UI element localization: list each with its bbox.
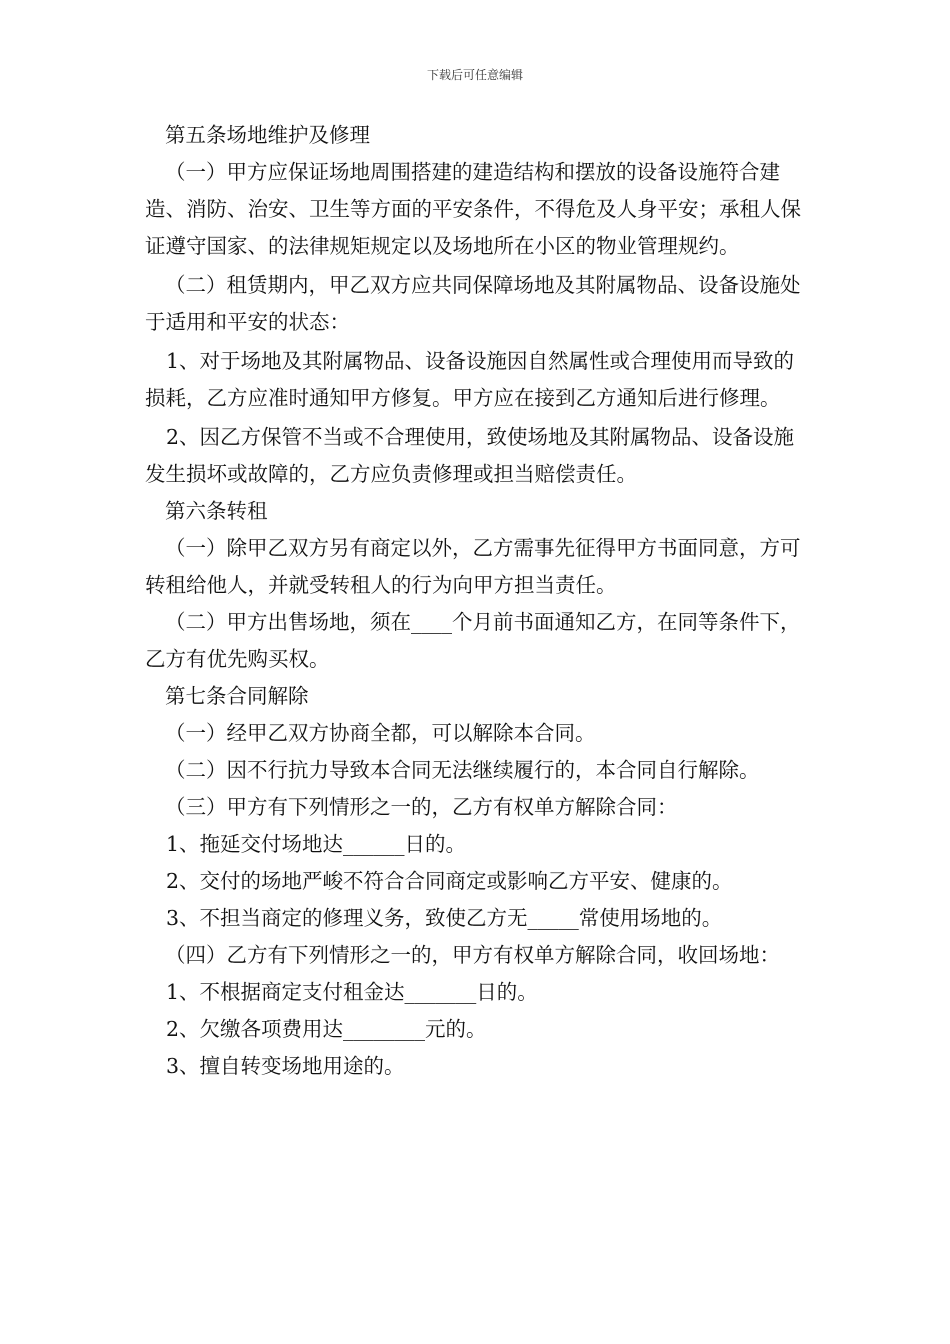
paragraph: 1、对于场地及其附属物品、设备设施因自然属性或合理使用而导致的损耗，乙方应准时通知甲方修复。甲方应在接到乙方通知后进行修理。 [145, 349, 795, 410]
document-body [145, 117, 810, 1085]
paragraph: （一）甲方应保证场地周围搭建的建造结构和摆放的设备设施符合建造、消防、治安、卫生等方面的平安条件，不得危及人身平安；承租人保证遵守国家、的法律规矩规定以及场地所在小区的物业管理规约。 [145, 160, 801, 258]
paragraph: 3、擅自转变场地用途的。 [166, 1054, 405, 1078]
paragraph: （四）乙方有下列情形之一的，甲方有权单方解除合同，收回场地： [165, 943, 780, 967]
paragraph: （二）因不行抗力导致本合同无法继续履行的，本合同自行解除。 [165, 758, 760, 782]
paragraph: 1、不根据商定支付租金达_______日的。 [166, 980, 538, 1004]
section-heading: 第七条合同解除 [165, 684, 309, 708]
section-heading: 第五条场地维护及修理 [165, 123, 370, 147]
page-header: 下载后可任意编辑 [426, 68, 523, 82]
paragraph: （一）经甲乙双方协商全都，可以解除本合同。 [165, 721, 596, 745]
paragraph: （二）租赁期内，甲乙双方应共同保障场地及其附属物品、设备设施处于适用和平安的状态： [145, 273, 801, 334]
paragraph: 1、拖延交付场地达______日的。 [166, 832, 467, 856]
paragraph: 2、交付的场地严峻不符合合同商定或影响乙方平安、健康的。 [166, 869, 733, 893]
paragraph: （二）甲方出售场地，须在____个月前书面通知乙方，在同等条件下，乙方有优先购买权。 [145, 610, 801, 671]
paragraph: 3、不担当商定的修理义务，致使乙方无_____常使用场地的。 [166, 906, 723, 930]
paragraph: 2、欠缴各项费用达________元的。 [166, 1017, 487, 1041]
paragraph: （一）除甲乙双方另有商定以外，乙方需事先征得甲方书面同意，方可转租给他人，并就受转租人的行为向甲方担当责任。 [145, 536, 801, 597]
section-heading: 第六条转租 [165, 499, 268, 523]
paragraph: 2、因乙方保管不当或不合理使用，致使场地及其附属物品、设备设施发生损坏或故障的，乙方应负责修理或担当赔偿责任。 [145, 425, 795, 486]
paragraph: （三）甲方有下列情形之一的，乙方有权单方解除合同： [165, 795, 678, 819]
